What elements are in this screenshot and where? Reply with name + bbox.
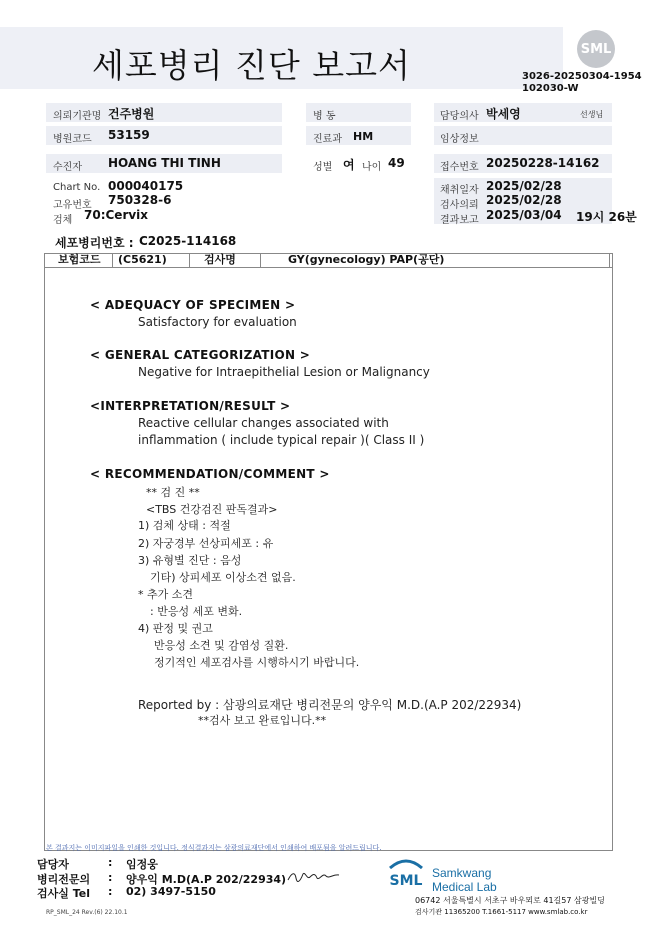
- report-title: 세포병리 진단 보고서: [92, 46, 411, 85]
- unique-value: 750328-6: [108, 193, 172, 207]
- hospital-code-value: 53159: [108, 128, 150, 142]
- adequacy-body: Satisfactory for evaluation: [138, 315, 297, 329]
- reported-by: Reported by : 삼광의료재단 병리전문의 양우익 M.D.(A.P 202/22934): [138, 698, 522, 712]
- colon: :: [108, 856, 113, 869]
- svg-text:SML: SML: [389, 873, 423, 888]
- receipt-value: 20250228-14162: [486, 156, 600, 170]
- chart-value: 000040175: [108, 179, 184, 193]
- institution-value: 건주병원: [108, 107, 155, 121]
- age-value: 49: [388, 156, 405, 170]
- collect-date: 2025/02/28: [486, 179, 562, 193]
- sml-logo-icon: SML: [577, 30, 615, 68]
- report-time: 19시 26분: [576, 210, 637, 224]
- staff-label: 담당자: [37, 858, 69, 871]
- report-complete: **검사 보고 완료입니다.**: [198, 714, 327, 727]
- sex-label: 성별: [313, 162, 333, 173]
- rec-line: * 추가 소견: [138, 588, 193, 601]
- ward-label: 병 동: [313, 111, 336, 122]
- interpretation-body-line2: inflammation ( include typical repair )( Class II ): [138, 433, 425, 447]
- rec-line: 반응성 소견 및 감염성 질환.: [154, 639, 289, 652]
- pathologist-value: 양우익 M.D(A.P 202/22934): [126, 873, 287, 886]
- cyto-number-value: C2025-114168: [139, 234, 237, 248]
- disclaimer: 본 결과지는 이미지파일을 인쇄한 것입니다. 정식결과지는 삼광의료재단에서 인쇄하여 배포됨을 알려드립니다.: [46, 844, 382, 852]
- age-label: 나이: [362, 162, 382, 173]
- collect-label: 채취일자: [440, 185, 479, 196]
- lab-tel-label: 검사실 Tel: [37, 887, 90, 900]
- doctor-suffix: 선생님: [580, 110, 604, 119]
- request-label: 검사의뢰: [440, 200, 479, 211]
- clinical-label: 임상정보: [440, 134, 479, 145]
- patient-value: HOANG THI TINH: [108, 156, 221, 170]
- header-divider: [260, 253, 261, 267]
- test-name-value: GY(gynecology) PAP(공단): [288, 253, 445, 266]
- company-name-line2: Medical Lab: [432, 880, 497, 894]
- recommendation-title: < RECOMMENDATION/COMMENT >: [90, 467, 330, 481]
- interpretation-title: <INTERPRETATION/RESULT >: [90, 399, 291, 413]
- pathologist-label: 병리전문의: [37, 873, 91, 886]
- report-label: 결과보고: [440, 215, 479, 226]
- header-divider: [609, 253, 610, 267]
- company-address: 06742 서울특별시 서초구 바우뫼로 41길57 삼광빌딩: [415, 896, 605, 905]
- general-body: Negative for Intraepithelial Lesion or Malignancy: [138, 365, 430, 379]
- insurance-code-value: (C5621): [118, 253, 167, 266]
- signature-icon: [286, 868, 342, 886]
- company-name-line1: Samkwang: [432, 866, 492, 880]
- dept-label: 진료과: [313, 134, 342, 145]
- company-phone: 검사기관 11365200 T.1661-5117 www.smlab.co.kr: [415, 908, 588, 916]
- general-title: < GENERAL CATEGORIZATION >: [90, 348, 311, 362]
- lab-tel-value: 02) 3497-5150: [126, 885, 216, 898]
- chart-label: Chart No.: [53, 182, 101, 193]
- rec-line: : 반응성 세포 변화.: [150, 605, 243, 618]
- rec-line: 1) 검체 상태 : 적절: [138, 519, 231, 532]
- patient-label: 수진자: [53, 162, 82, 173]
- rec-line: 정기적인 세포검사를 시행하시기 바랍니다.: [154, 656, 360, 669]
- doctor-label: 담당의사: [440, 111, 479, 122]
- rec-line: 3) 유형별 진단 : 음성: [138, 554, 242, 567]
- rec-line: ** 검 진 **: [146, 486, 200, 499]
- report-date: 2025/03/04: [486, 208, 562, 222]
- hospital-code-label: 병원코드: [53, 134, 92, 145]
- specimen-label: 검체: [53, 215, 73, 226]
- specimen-value: 70:Cervix: [84, 208, 149, 222]
- header-divider: [112, 253, 113, 267]
- rec-line: <TBS 건강검진 판독결과>: [146, 503, 278, 516]
- rec-line: 2) 자궁경부 선상피세포 : 유: [138, 537, 274, 550]
- sex-value: 여: [343, 158, 355, 172]
- colon: :: [108, 885, 113, 898]
- colon: :: [108, 871, 113, 884]
- staff-value: 임정웅: [126, 858, 158, 871]
- test-header-row: [44, 253, 613, 268]
- unique-label: 고유번호: [53, 200, 92, 211]
- rec-line: 4) 판정 및 권고: [138, 622, 213, 635]
- dept-value: HM: [353, 130, 374, 143]
- institution-label: 의뢰기관명: [53, 111, 102, 122]
- rec-line: 기타) 상피세포 이상소견 없음.: [150, 571, 296, 584]
- form-code: RP_SML_24 Rev.(6) 22.10.1: [46, 909, 128, 916]
- samkwang-logo-icon: [386, 858, 426, 888]
- header-divider: [189, 253, 190, 267]
- test-name-label: 검사명: [204, 253, 236, 266]
- receipt-label: 접수번호: [440, 162, 479, 173]
- cyto-number-label: 세포병리번호 :: [55, 236, 134, 250]
- request-date: 2025/02/28: [486, 193, 562, 207]
- adequacy-title: < ADEQUACY OF SPECIMEN >: [90, 298, 296, 312]
- doctor-value: 박세영: [486, 107, 521, 121]
- report-content-box: [44, 253, 613, 851]
- document-code-suffix: 102030-W: [522, 83, 579, 94]
- document-code: 3026-20250304-1954: [522, 71, 642, 82]
- interpretation-body-line1: Reactive cellular changes associated with: [138, 416, 389, 430]
- insurance-code-label: 보험코드: [58, 253, 101, 266]
